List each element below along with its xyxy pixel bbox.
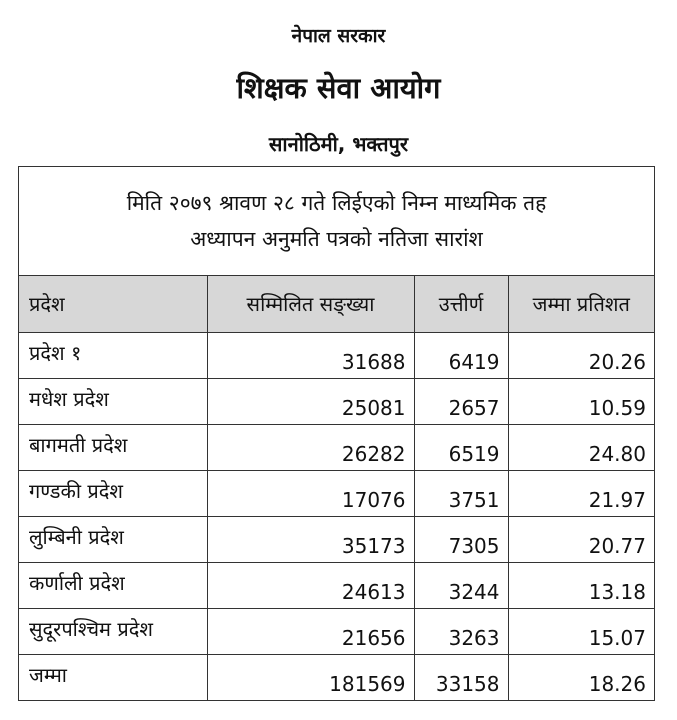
government-heading: नेपाल सरकार — [291, 25, 386, 47]
percent-cell: 13.18 — [508, 562, 654, 608]
caption-line-1: मिति २०७९ श्रावण २८ गते लिईएको निम्न माध्यमिक तह — [126, 191, 547, 215]
table-row — [19, 608, 654, 654]
percent-cell: 21.97 — [508, 470, 654, 516]
location-heading: सानोठिमी, भक्तपुर — [268, 132, 409, 156]
header-percent: जम्मा प्रतिशत — [508, 276, 654, 332]
appeared-cell: 31688 — [207, 332, 414, 378]
total-percent-cell: 18.26 — [508, 654, 654, 700]
passed-cell: 3244 — [414, 562, 508, 608]
passed-cell: 6419 — [414, 332, 508, 378]
total-row — [19, 654, 654, 700]
passed-cell: 2657 — [414, 378, 508, 424]
percent-cell: 24.80 — [508, 424, 654, 470]
passed-cell: 6519 — [414, 424, 508, 470]
appeared-cell: 26282 — [207, 424, 414, 470]
total-label-cell: जम्मा — [19, 654, 207, 700]
province-cell: प्रदेश १ — [19, 332, 207, 378]
table-row — [19, 424, 654, 470]
percent-cell: 10.59 — [508, 378, 654, 424]
caption-line-2: अध्यापन अनुमति पत्रको नतिजा सारांश — [190, 227, 483, 251]
percent-cell: 15.07 — [508, 608, 654, 654]
results-box — [18, 166, 655, 701]
passed-cell: 3751 — [414, 470, 508, 516]
province-cell: लुम्बिनी प्रदेश — [19, 516, 207, 562]
table-body — [19, 332, 654, 700]
table-row — [19, 332, 654, 378]
appeared-cell: 35173 — [207, 516, 414, 562]
province-cell: गण्डकी प्रदेश — [19, 470, 207, 516]
header-passed: उत्तीर्ण — [414, 276, 508, 332]
header-appeared: सम्मिलित सङ्ख्या — [207, 276, 414, 332]
table-header-row — [19, 276, 654, 332]
total-passed-cell: 33158 — [414, 654, 508, 700]
appeared-cell: 25081 — [207, 378, 414, 424]
province-cell: सुदूरपश्चिम प्रदेश — [19, 608, 207, 654]
appeared-cell: 24613 — [207, 562, 414, 608]
table-row — [19, 562, 654, 608]
province-cell: कर्णाली प्रदेश — [19, 562, 207, 608]
passed-cell: 7305 — [414, 516, 508, 562]
total-appeared-cell: 181569 — [207, 654, 414, 700]
commission-title: शिक्षक सेवा आयोग — [236, 71, 441, 105]
table-row — [19, 516, 654, 562]
appeared-cell: 17076 — [207, 470, 414, 516]
province-cell: बागमती प्रदेश — [19, 424, 207, 470]
table-caption — [19, 167, 654, 276]
percent-cell: 20.77 — [508, 516, 654, 562]
percent-cell: 20.26 — [508, 332, 654, 378]
results-table — [19, 276, 654, 700]
province-cell: मधेश प्रदेश — [19, 378, 207, 424]
header-province: प्रदेश — [19, 276, 207, 332]
table-row — [19, 378, 654, 424]
table-row — [19, 470, 654, 516]
passed-cell: 3263 — [414, 608, 508, 654]
appeared-cell: 21656 — [207, 608, 414, 654]
